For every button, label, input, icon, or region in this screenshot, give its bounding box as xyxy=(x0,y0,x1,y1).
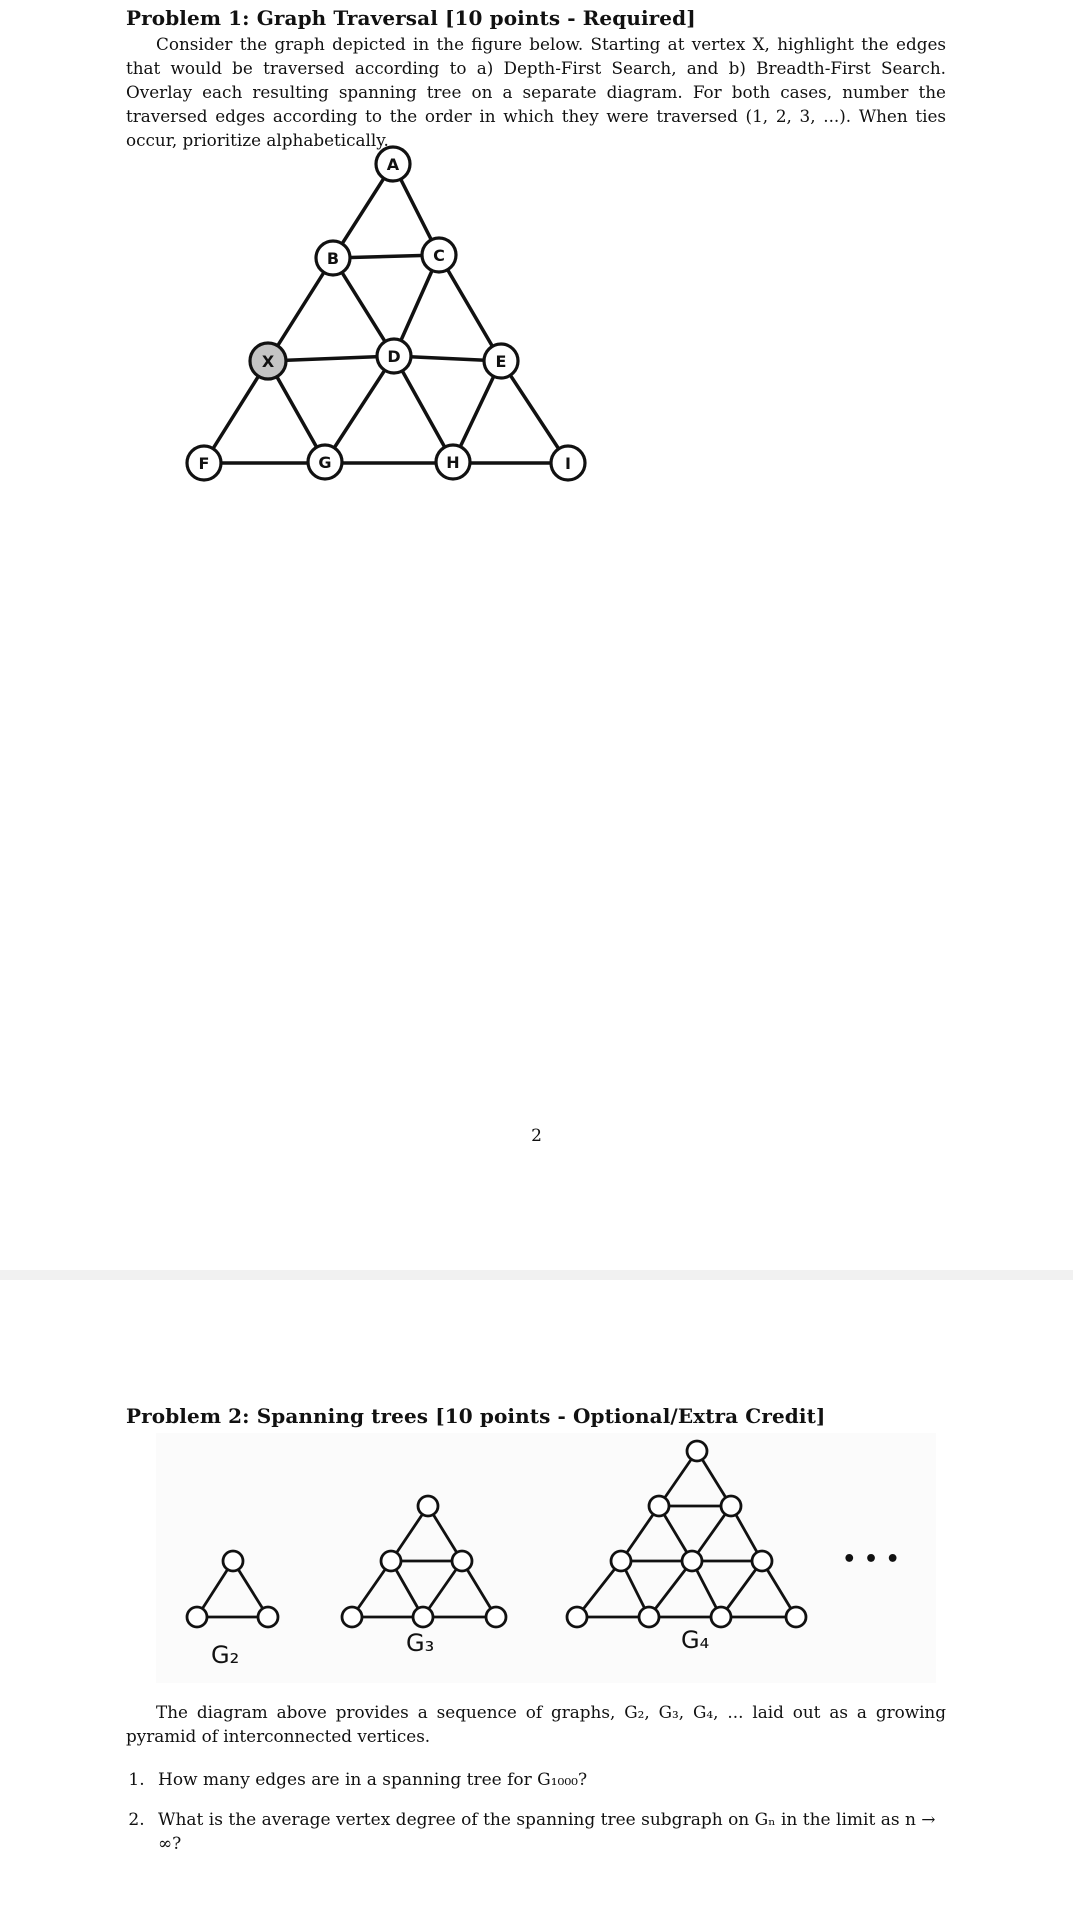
g4-graph xyxy=(567,1441,806,1627)
problem-1 xyxy=(126,6,946,152)
node-x-start xyxy=(250,343,286,379)
problem-2-heading: Problem 2: Spanning trees [10 points - Optional/Extra Credit] xyxy=(126,1404,826,1428)
node-g xyxy=(308,445,342,479)
problem-2-heading-block xyxy=(126,1404,946,1428)
node-i-label: I xyxy=(565,454,571,473)
g2-graph xyxy=(187,1551,278,1627)
traversal-graph xyxy=(160,138,600,483)
node-g-label: G xyxy=(318,453,332,472)
question-2: 2. What is the average vertex degree of the spanning tree subgraph on Gₙ in the limit as n → ∞? xyxy=(150,1808,946,1856)
node-a-label: A xyxy=(386,155,400,174)
problem-2-description: The diagram above provides a sequence of graphs, G₂, G₃, G₄, ... laid out as a growing pyramid of interconnected vertices. xyxy=(126,1702,946,1746)
graph-edges xyxy=(204,164,568,463)
g4-label: G₄ xyxy=(681,1626,710,1654)
node-e xyxy=(484,344,518,378)
g2-label: G₂ xyxy=(211,1641,240,1669)
problem-1-heading: Problem 1: Graph Traversal [10 points - Required] xyxy=(126,6,696,30)
node-i xyxy=(551,446,585,480)
problem-2-questions xyxy=(126,1768,946,1856)
node-b-label: B xyxy=(326,249,340,268)
question-1: 1. How many edges are in a spanning tree for G₁₀₀₀? xyxy=(150,1768,946,1792)
node-a xyxy=(376,147,410,181)
page-separator xyxy=(0,1270,1073,1280)
node-f xyxy=(187,446,221,480)
node-c xyxy=(422,238,456,272)
page-number: 2 xyxy=(531,1126,542,1146)
node-x-label: X xyxy=(261,352,275,371)
problem-1-text: Consider the graph depicted in the figure below. Starting at vertex X, highlight the edges that would be traversed according to a) Depth-First Search, and b) Breadth-First Search. Overlay each resulting spanning tree on a separate diagram. For both cases, number the traversed edges according to the order in which they were traversed (1, 2, 3, ...). When ties occur, prioritize alphabetically. xyxy=(126,34,946,150)
node-d xyxy=(377,339,411,373)
node-b xyxy=(316,241,350,275)
edge-d-g xyxy=(325,356,394,462)
node-h xyxy=(436,445,470,479)
node-f-label: F xyxy=(198,454,210,473)
g3-label: G₃ xyxy=(406,1629,435,1657)
g3-graph xyxy=(342,1496,506,1627)
problem-2-body xyxy=(126,1700,946,1856)
node-h-label: H xyxy=(446,453,460,472)
graph-nodes xyxy=(187,147,585,480)
node-e-label: E xyxy=(495,352,507,371)
node-d-label: D xyxy=(387,347,401,366)
pyramid-graphs-figure xyxy=(156,1433,936,1683)
ellipsis: • • • xyxy=(842,1547,900,1572)
node-c-label: C xyxy=(433,246,445,265)
